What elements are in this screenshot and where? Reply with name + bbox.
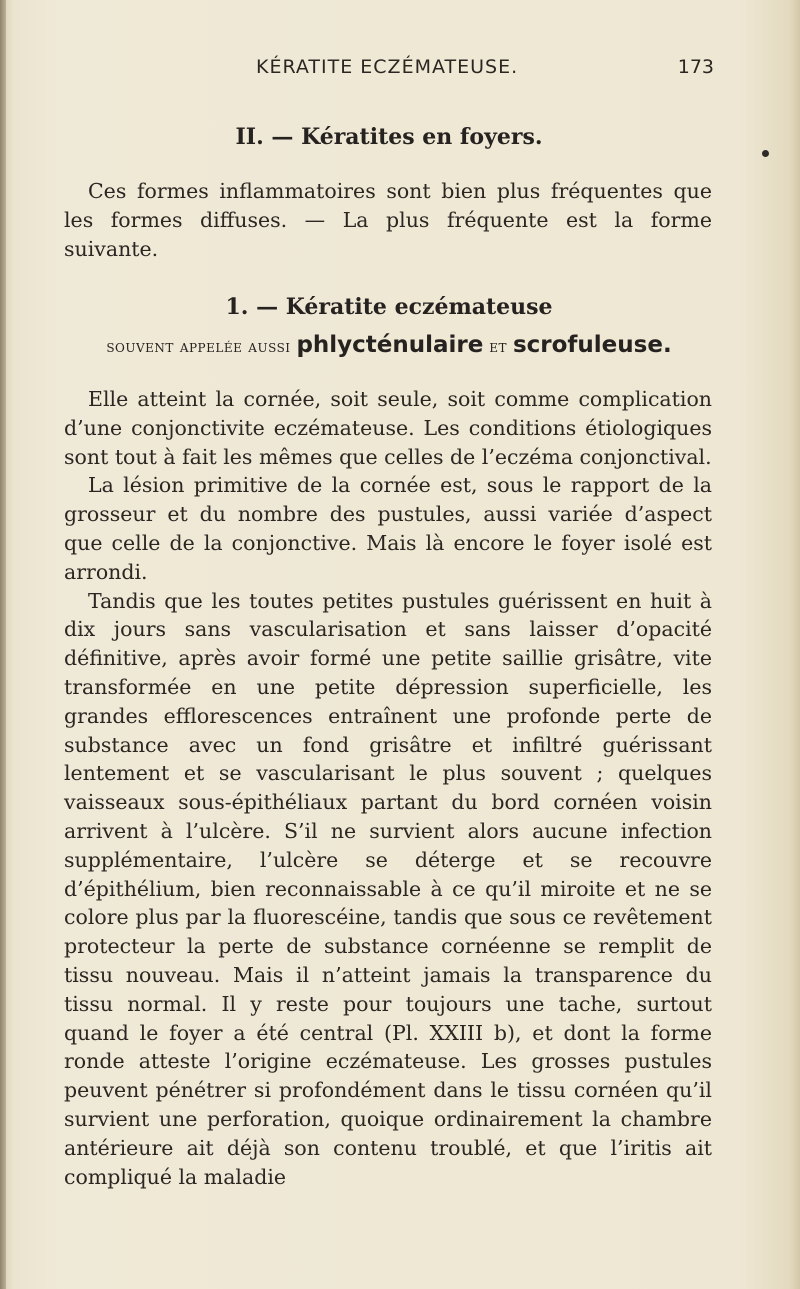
- subtitle-conjunction: et: [483, 337, 513, 357]
- subtitle-prefix: souvent appelée aussi: [106, 337, 297, 357]
- subtitle-term-phlyctenulaire: phlycténulaire: [296, 332, 484, 358]
- body-paragraph: La lésion primitive de la cornée est, sous le rapport de la grosseur et du nombre des pustules, aussi variée d’aspect que celle de la conjonctive. Mais là encore le foyer isolé est arrondi.: [64, 473, 712, 584]
- intro-paragraph: Ces formes inflammatoires sont bien plus fréquentes que les formes diffuses. — La plus fréquente est la forme suivante.: [64, 179, 712, 261]
- subsection-heading: 1. — Kératite eczémateuse: [225, 294, 553, 320]
- intro-text: [64, 177, 712, 263]
- page-number: 173: [677, 56, 714, 78]
- subtitle-term-scrofuleuse: scrofuleuse.: [512, 332, 672, 358]
- page-header: [64, 56, 714, 84]
- page-binding-edge: [0, 0, 6, 1289]
- body-paragraph: Elle atteint la cornée, soit seule, soit comme complication d’une conjonctivite eczémateuse. Les conditions étiologiques sont tout à fait les mêmes que celles de l’eczéma conjonctival.: [64, 387, 712, 469]
- section-heading: II. — Kératites en foyers.: [235, 124, 543, 150]
- body-text: [64, 385, 712, 1191]
- ink-spot-mark: [762, 150, 769, 157]
- subsection-subtitle: [64, 332, 714, 358]
- body-paragraph: Tandis que les toutes petites pustules guérissent en huit à dix jours sans vascularisation et sans laisser d’opacité définitive, après avoir formé une petite saillie grisâtre, vite transformée en une petite dépression superficielle, les grandes efflorescences entraînent une profonde perte de substance avec un fond grisâtre et infiltré guérissant lentement et se vascularisant le plus souvent ; quelques vaisseaux sous-épithéliaux partant du bord cornéen voisin arrivent à l’ulcère. S’il ne survient alors aucune infection supplémentaire, l’ulcère se déterge et se recouvre d’épithélium, bien reconnaissable à ce qu’il miroite et ne se colore plus par la fluorescéine, tandis que sous ce revêtement protecteur la perte de substance cornéenne se remplit de tissu nouveau. Mais il n’atteint jamais la transparence du tissu normal. Il y reste pour toujours une tache, surtout quand le foyer a été central (Pl. XXIII b), et dont la forme ronde atteste l’origine eczémateuse. Les grosses pustules peuvent pénétrer si profondément dans le tissu cornéen qu’il survient une perforation, quoique ordinairement la chambre antérieure ait déjà son contenu troublé, et que l’iritis ait compliqué la maladie: [64, 588, 712, 1189]
- running-title: KÉRATITE ECZÉMATEUSE.: [256, 56, 519, 78]
